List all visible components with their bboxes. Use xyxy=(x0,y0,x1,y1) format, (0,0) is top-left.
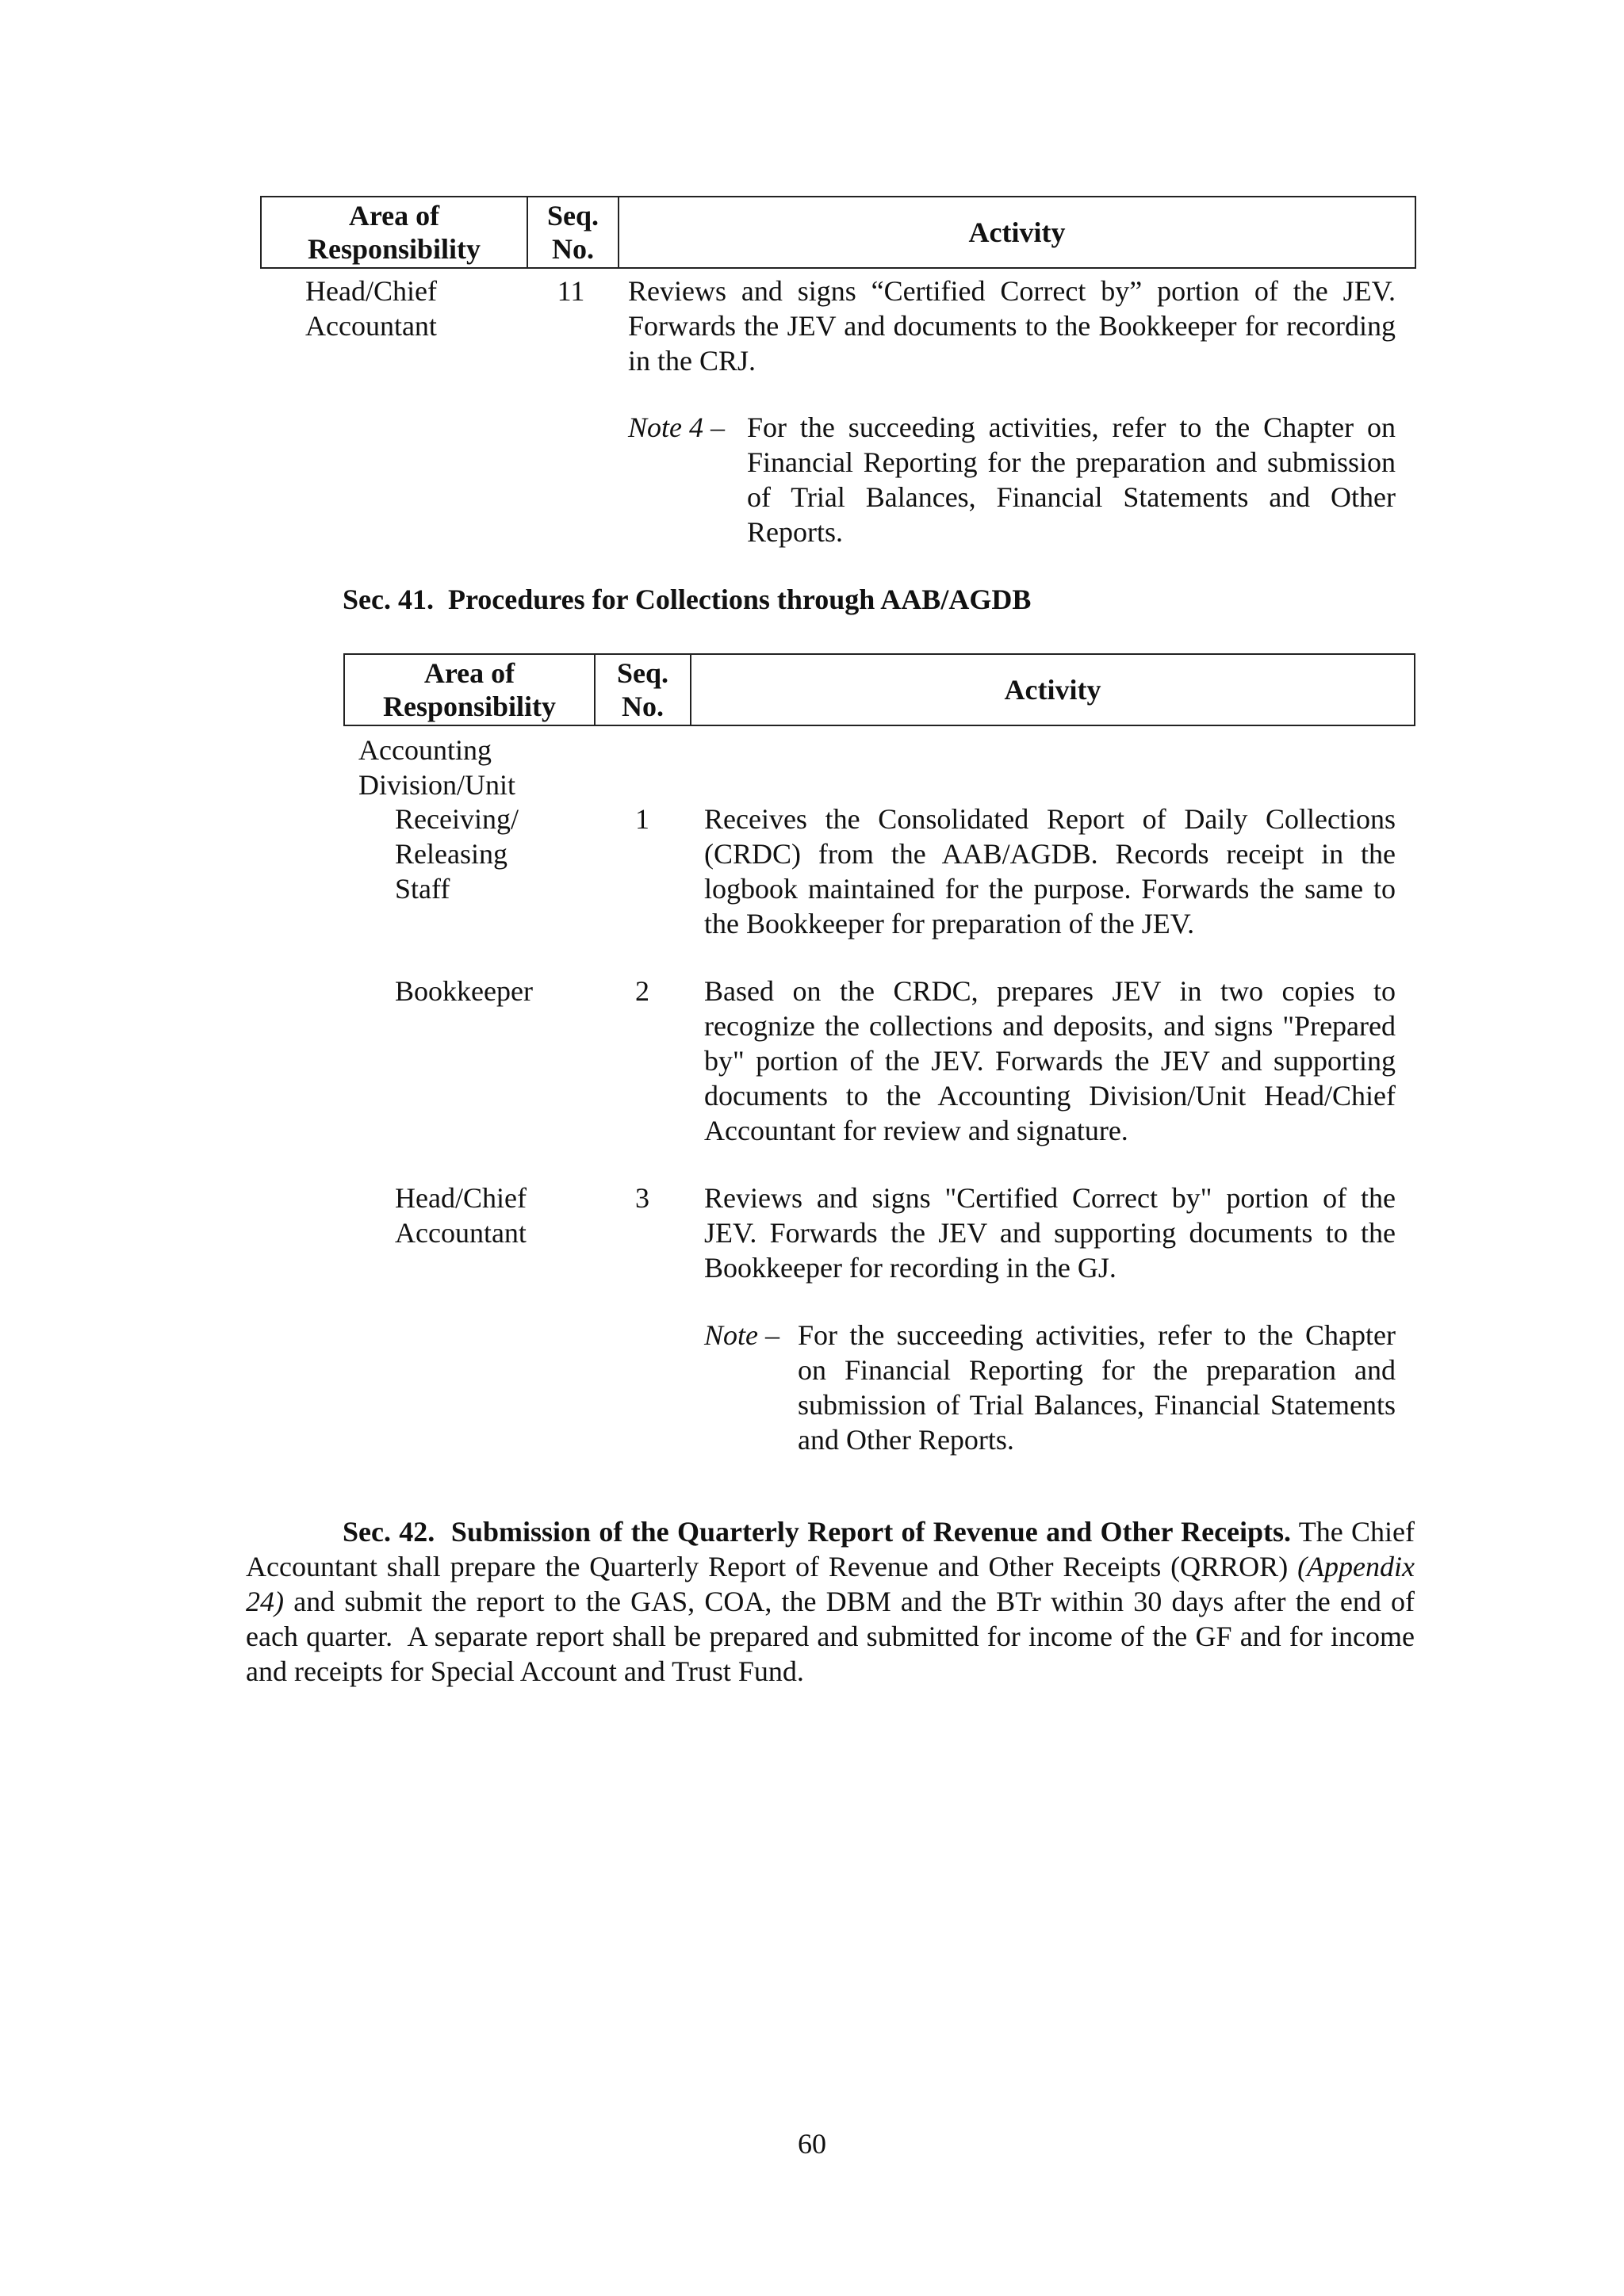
table2-row2-seq: 2 xyxy=(635,975,649,1007)
sec42-appendix: (Appendix 24) xyxy=(246,1551,1415,1617)
sec42-text-b: and submit the report to the GAS, COA, the DBM and the BTr within 30 days after the end of each quarter. A separate report shall be prepared and submitted for income of the GF and for income and receipts for Special Account and Trust Fund. xyxy=(246,1586,1423,1687)
sec41-title: Sec. 41. Procedures for Collections through AAB/AGDB xyxy=(343,584,1032,615)
table1-row-seq: 11 xyxy=(557,275,585,307)
table1-header xyxy=(260,196,1416,269)
table2-row2-activity: Based on the CRDC, prepares JEV in two copies to recognize the collections and deposits, and signs "Prepared by" portion of the JEV. Forwards the JEV and supporting documents to the Accounting Division/Unit Head/Chief Accountant for review and signature. xyxy=(704,975,1396,1146)
table2-row3-activity: Reviews and signs "Certified Correct by" portion of the JEV. Forwards the JEV and supporting documents to the Bookkeeper for recording in the GJ. xyxy=(704,1182,1396,1284)
table1-header-activity: Activity xyxy=(968,216,1066,248)
table1-header-seq: Seq. No. xyxy=(528,197,619,267)
table2-row1-area: Receiving/ Releasing Staff xyxy=(395,803,519,905)
page-number: 60 xyxy=(798,2128,826,2160)
table2-row3-area: Head/Chief Accountant xyxy=(395,1182,527,1249)
table1-header-area: Area of Responsibility xyxy=(262,197,528,267)
table2-row3-seq: 3 xyxy=(635,1182,649,1214)
table2-header-seq: Seq. No. xyxy=(596,655,691,725)
table1-note-label-text: Note 4 xyxy=(628,411,703,443)
table2-note-label-text: Note xyxy=(704,1319,758,1351)
table1-row-activity: Reviews and signs “Certified Correct by” portion of the JEV. Forwards the JEV and documents to the Bookkeeper for recording in the CRJ. xyxy=(628,275,1396,377)
table1-row-area: Head/Chief Accountant xyxy=(305,275,437,342)
table2-header-activity: Activity xyxy=(1004,674,1101,706)
table1-note-text: For the succeeding activities, refer to the Chapter on Financial Reporting for the preparation and submission of Trial Balances, Financial Statements and Other Reports. xyxy=(747,411,1396,548)
table2-row1-activity: Receives the Consolidated Report of Daily Collections (CRDC) from the AAB/AGDB. Records receipt in the logbook maintained for the purpose. Forwards the same to the Bookkeeper for preparation of the JEV. xyxy=(704,803,1396,939)
table2-header-area: Area of Responsibility xyxy=(345,655,596,725)
table2-note-label: Note – xyxy=(704,1319,779,1351)
sec42-text-a: The Chief Accountant shall prepare the Quarterly Report of Revenue and Other Receipts (QRROR) xyxy=(246,1516,1415,1582)
table2-note-text: For the succeeding activities, refer to the Chapter on Financial Reporting for the preparation and submission of Trial Balances, Financial Statements and Other Reports. xyxy=(798,1319,1396,1456)
table2-row1-seq: 1 xyxy=(635,803,649,835)
table1-note-label: Note 4 – xyxy=(628,411,725,443)
table2-row2-area: Bookkeeper xyxy=(395,975,533,1007)
sec42-title: Sec. 42. Submission of the Quarterly Report of Revenue and Other Receipts. xyxy=(343,1516,1292,1548)
table2-header xyxy=(343,653,1415,726)
table2-group-label: Accounting Division/Unit xyxy=(358,734,516,801)
sec42-paragraph xyxy=(246,1514,1423,1689)
